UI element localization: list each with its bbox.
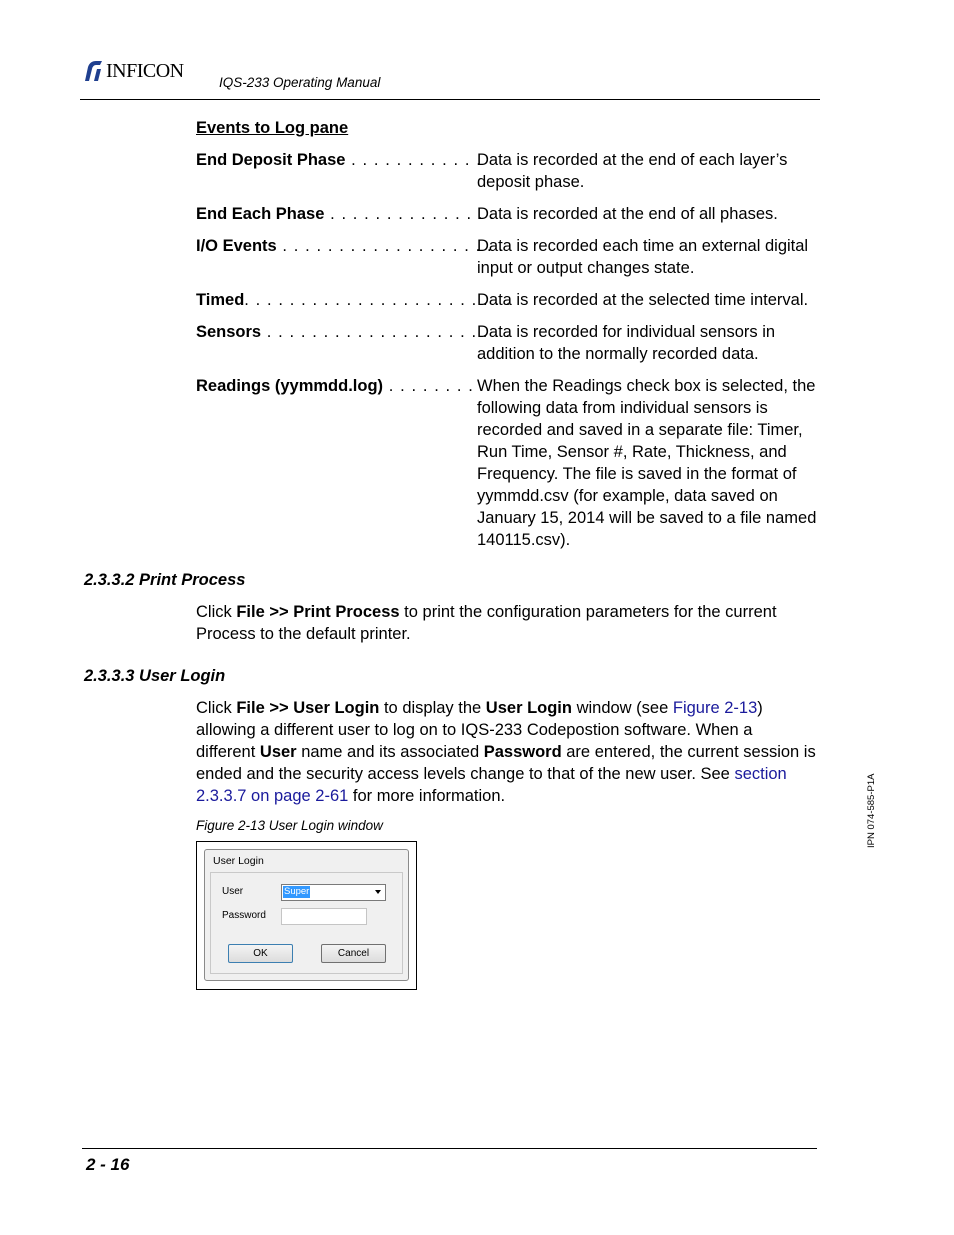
section-heading-print-process: 2.3.3.2 Print Process [84, 571, 246, 589]
user-login-dialog [204, 849, 409, 981]
header-rule [80, 99, 820, 100]
definition-term: I/O Events . . . . . . . . . . . . . . . . . . . . [196, 237, 505, 255]
dialog-title: User Login [213, 855, 264, 867]
definition-term: Sensors . . . . . . . . . . . . . . . . . . . . . . [196, 323, 512, 341]
inficon-logo [82, 58, 184, 84]
definition-desc: Data is recorded for individual sensors in addition to the normally recorded data. [477, 323, 776, 363]
user-login-paragraph: Click File >> User Login to display the User Login window (see Figure 2-13) allowing a different user to log on to IQS-233 Codepostion software. When a different User name and its associated Password are entered, the current session is ended and the security access levels change to that of the new user. See section 2.3.3.7 on page 2-61 for more information. [196, 699, 816, 805]
definition-desc: Data is recorded at the end of all phases. [477, 205, 778, 223]
definition-term: End Deposit Phase . . . . . . . . . . . . [196, 151, 482, 169]
definition-desc: Data is recorded each time an external digital input or output changes state. [477, 237, 809, 277]
user-select[interactable] [281, 884, 386, 901]
ipn-label: IPN 074-585-P1A [866, 773, 877, 848]
events-pane-title: Events to Log pane [196, 119, 349, 137]
definition-term: Timed. . . . . . . . . . . . . . . . . . . . . . . . [196, 291, 512, 309]
ok-button[interactable]: OK [228, 944, 293, 963]
chevron-down-icon[interactable] [375, 890, 381, 894]
figure-frame [196, 841, 417, 990]
definition-desc: Data is recorded at the selected time interval. [477, 291, 809, 309]
cancel-button[interactable]: Cancel [321, 944, 386, 963]
document-title: IQS-233 Operating Manual [219, 75, 381, 90]
section-link[interactable]: section 2.3.3.7 on page 2-61 [196, 765, 787, 805]
logo-text: INFICON [106, 59, 184, 82]
definition-term: End Each Phase . . . . . . . . . . . . . . . [196, 205, 495, 223]
password-input[interactable] [281, 908, 367, 925]
figure-link[interactable]: Figure 2-13 [672, 699, 758, 717]
inficon-logo-icon [82, 59, 104, 83]
print-process-paragraph: Click File >> Print Process to print the configuration parameters for the current Process to the default printer. [196, 603, 777, 643]
user-select-value: Super [284, 886, 310, 897]
password-label: Password [222, 910, 266, 921]
definition-desc: When the Readings check box is selected, the following data from individual sensors is recorded and saved in a separate file: Timer, Run Time, Sensor #, Rate, Thickness, and Frequency. The file is saved in the format of yymmdd.csv (for example, data saved on January 15, 2014 will be saved to a file named 140115.csv). [477, 377, 817, 549]
dialog-body [210, 872, 403, 974]
definition-desc: Data is recorded at the end of each layer’s deposit phase. [477, 151, 788, 191]
figure-caption: Figure 2-13 User Login window [196, 818, 383, 833]
page-number: 2 - 16 [86, 1155, 130, 1174]
footer-rule [82, 1148, 817, 1149]
definition-term: Readings (yymmdd.log) . . . . . . . . [196, 377, 474, 395]
section-heading-user-login: 2.3.3.3 User Login [84, 667, 226, 685]
user-label: User [222, 886, 244, 897]
